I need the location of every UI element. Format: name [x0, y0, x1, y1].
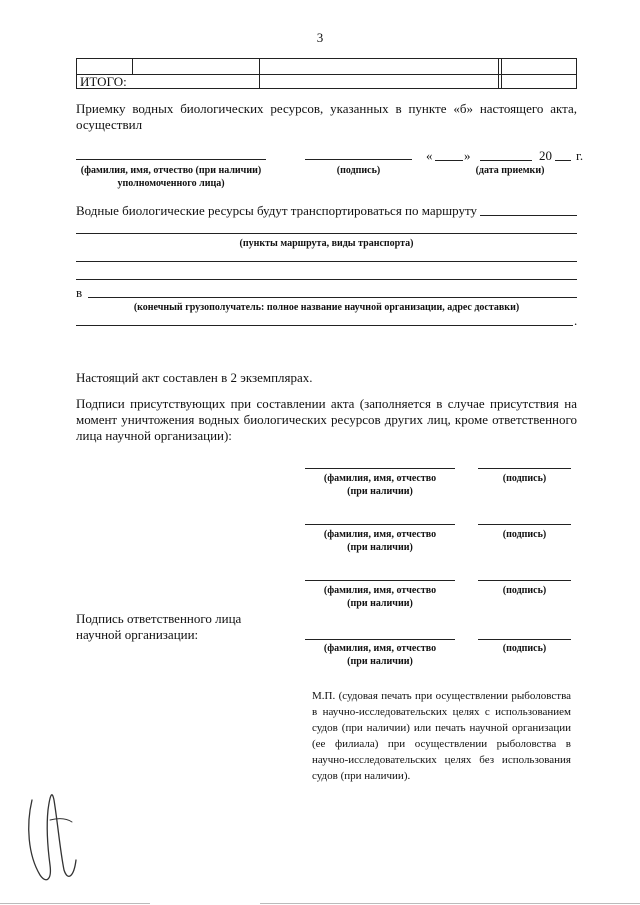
present-fio-caption-1b: (при наличии) — [347, 486, 413, 497]
responsible-fio-caption-a: (фамилия, имя, отчество — [323, 643, 437, 654]
route-text: Водные биологические ресурсы будут транспортироваться по маршруту — [76, 203, 478, 218]
present-fio-line-3 — [305, 580, 455, 581]
present-sign-caption-2: (подпись) — [502, 529, 547, 540]
signature-line — [305, 159, 412, 160]
totals-table — [76, 58, 577, 89]
acceptance-text: Приемку водных биологических ресурсов, указанных в пункте «б» настоящего акта, осуществил — [76, 101, 577, 132]
year-prefix: 20 — [539, 148, 552, 163]
present-fio-line-1 — [305, 468, 455, 469]
date-quote-close: » — [464, 148, 471, 163]
year-suffix: г. — [576, 148, 584, 163]
present-text: Подписи присутствующих при составлении акта (заполняется в случае присутствия на момент уничтожения водных биологических ресурсов других лиц, кроме ответственного лица научной организации): — [76, 396, 577, 443]
present-sign-line-3 — [478, 580, 571, 581]
date-caption: (дата приемки) — [475, 165, 545, 176]
present-fio-caption-3b: (при наличии) — [347, 598, 413, 609]
copies-text: Настоящий акт составлен в 2 экземплярах. — [76, 370, 313, 385]
route-line-0 — [480, 215, 577, 216]
responsible-sign-caption: (подпись) — [502, 643, 547, 654]
handwritten-signature-icon — [22, 780, 97, 890]
signature-caption: (подпись) — [336, 165, 381, 176]
present-fio-caption-1a: (фамилия, имя, отчество — [323, 473, 437, 484]
date-day-line — [435, 160, 463, 161]
present-fio-line-2 — [305, 524, 455, 525]
present-sign-caption-3: (подпись) — [502, 585, 547, 596]
destination-end: . — [574, 313, 578, 328]
destination-line-2 — [76, 325, 573, 326]
scan-edge-bottom-right — [260, 903, 640, 904]
date-quote-open: « — [426, 148, 433, 163]
route-caption: (пункты маршрута, виды транспорта) — [239, 238, 414, 249]
present-fio-caption-3a: (фамилия, имя, отчество — [323, 585, 437, 596]
present-fio-caption-2b: (при наличии) — [347, 542, 413, 553]
route-line-2 — [76, 261, 577, 262]
present-sign-line-2 — [478, 524, 571, 525]
present-fio-caption-2a: (фамилия, имя, отчество — [323, 529, 437, 540]
destination-caption: (конечный грузополучатель: полное название научной организации, адрес доставки) — [133, 302, 520, 313]
destination-line — [88, 297, 577, 298]
page-number: 3 — [316, 30, 324, 45]
responsible-sign-line — [478, 639, 571, 640]
date-year-line — [555, 160, 571, 161]
responsible-fio-line — [305, 639, 455, 640]
fio-line — [76, 159, 266, 160]
present-sign-line-1 — [478, 468, 571, 469]
destination-prefix: в — [76, 285, 83, 300]
present-sign-caption-1: (подпись) — [502, 473, 547, 484]
route-line-1 — [76, 233, 577, 234]
responsible-fio-caption-b: (при наличии) — [347, 656, 413, 667]
fio-caption-1: (фамилия, имя, отчество (при наличии) — [80, 165, 262, 176]
responsible-label-1: Подпись ответственного лица — [76, 611, 242, 626]
date-month-line — [480, 160, 532, 161]
responsible-label-2: научной организации: — [76, 627, 199, 642]
total-label: ИТОГО: — [80, 74, 127, 89]
scan-edge-bottom-left — [0, 903, 150, 904]
fio-caption-2: уполномоченного лица) — [117, 178, 225, 189]
route-line-3 — [76, 279, 577, 280]
stamp-note: М.П. (судовая печать при осуществлении рыболовства в научно-исследовательских целях с использованием судов (при наличии) или печать научной организации (ее филиала) при осуществлении рыболовства в научно-исследовательских целях без использования судов (при наличии). — [312, 690, 571, 782]
